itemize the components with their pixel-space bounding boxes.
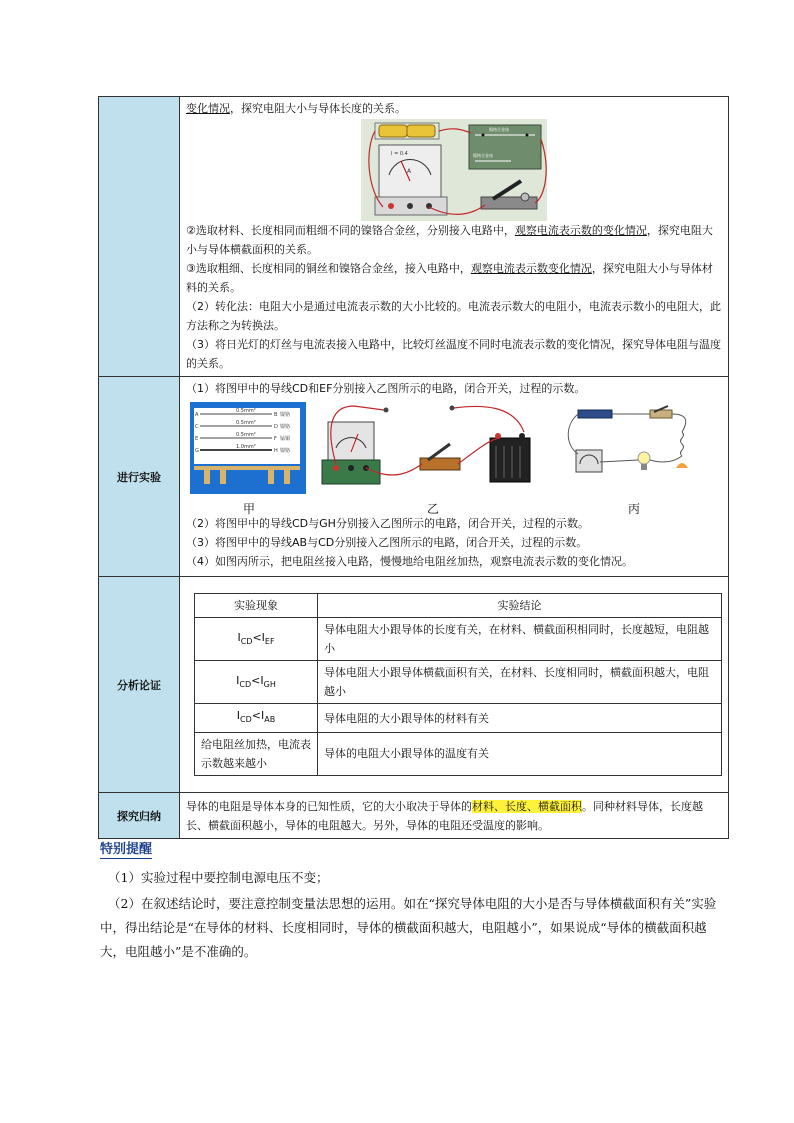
table-row: $I_{CD}<I_{AB}$ 导体电阻的大小跟导体的材料有关 <box>195 704 722 732</box>
ammeter-icon <box>576 450 602 472</box>
conclusion-cell: 导体电阻大小跟导体横截面积有关，在材料、长度相同时，横截面积越大，电阻越小 <box>318 661 722 704</box>
table-row <box>195 732 722 775</box>
row-analysis-content <box>180 577 729 793</box>
switch-icon <box>650 406 672 418</box>
result-table <box>194 593 722 775</box>
row-summary-content: 导体的电阻是导体本身的已知性质，它的大小取决于导体的材料、长度、横截面积。同种材料导体，长度越长、横截面积越小，导体的电阻越大。另外，导体的电阻还受温度的影响。 <box>180 793 729 839</box>
figure-row <box>190 402 722 514</box>
header-phenomenon: 实验现象 <box>195 594 318 618</box>
figure-jia <box>190 402 308 519</box>
table-row: $I_{CD}<I_{EF}$ 导体电阻大小跟导体的长度有关，在材料、横截面积相同时，长度越短，电阻越小 <box>195 618 722 661</box>
tip-2: （2）在叙述结论时，要注意控制变量法思想的运用。如在“探究导体电阻的大小是否与导体横截面积有关”实验中，得出结论是“在导体的材料、长度相同时，导体的横截面积越大，电阻越小”，如果说成“导体的横截面积越大，电阻越小”是不准确的。 <box>100 896 717 959</box>
battery-icon <box>578 410 612 418</box>
svg-text:镍铬合金丝: 镍铬合金丝 <box>489 127 509 132</box>
result-header <box>195 594 722 618</box>
row-method <box>99 97 729 377</box>
table-row: $I_{CD}<I_{GH}$ 导体电阻大小跟导体横截面积有关，在材料、长度相同时，横截面积越大，电阻越小 <box>195 661 722 704</box>
caption-bing: 丙 <box>627 502 640 516</box>
step-4: （4）如图丙所示，把电阻丝接入电路，慢慢地给电阻丝加热，观察电流表示数的变化情况。 <box>186 555 633 568</box>
resistance-coil-icon <box>676 432 688 468</box>
row-summary <box>99 793 729 839</box>
experiment-table <box>98 96 729 839</box>
underline-text: 变化情况 <box>186 102 230 115</box>
highlight-length: 长度 <box>505 799 527 813</box>
step-3: （3）将图甲中的导线AB与CD分别接入乙图所示的电路，闭合开关，过程的示数。 <box>186 536 588 549</box>
lamp-icon <box>638 452 650 470</box>
step-1: （1）将图甲中的导线CD和EF分别接入乙图所示的电路，闭合开关，过程的示数。 <box>186 382 586 395</box>
circuit-figure-length <box>361 119 547 221</box>
method-p2: ②选取材料、长度相同而粗细不同的镍铬合金丝，分别接入电路中，观察电流表示数的变化情况，探究电阻大小与导体横截面积的关系。 <box>186 224 713 256</box>
phenomenon-cell: 给电阻丝加热，电流表示数越来越小 <box>195 732 318 775</box>
switch-icon <box>420 444 460 470</box>
tip-1: （1）实验过程中要控制电源电压不变； <box>108 870 329 885</box>
wire-label-right: B <box>274 412 278 418</box>
wire-label-left: C <box>195 424 199 430</box>
row-method-label <box>99 97 180 377</box>
wire-label-left: E <box>195 436 199 442</box>
wire-material: 镍铬 <box>280 448 291 454</box>
step-2: （2）将图甲中的导线CD与GH分别接入乙图所示的电路，闭合开关，过程的示数。 <box>186 517 589 530</box>
figure-bing <box>564 402 704 519</box>
row-experiment <box>99 377 729 577</box>
row-experiment-label: 进行实验 <box>99 377 180 577</box>
header-conclusion: 实验结论 <box>318 594 722 618</box>
wire-label-left: A <box>195 412 199 418</box>
figure-yi <box>314 402 552 519</box>
wire-spec: 1.0mm² <box>236 444 256 450</box>
wire-label-right: F <box>274 436 277 442</box>
svg-text:镍铬合金丝: 镍铬合金丝 <box>473 153 493 158</box>
highlight-cross-section: 横截面积 <box>538 799 582 813</box>
wire-material: 镍铬 <box>280 412 291 418</box>
wire-board-icon <box>469 125 541 169</box>
ammeter-icon <box>375 145 447 215</box>
row-method-content <box>180 97 729 377</box>
method-p5: （3）将日光灯的灯丝与电流表接入电路中，比较灯丝温度不同时电流表示数的变化情况，探究导体电阻与温度的关系。 <box>186 338 721 370</box>
battery-icon <box>490 433 530 482</box>
wire-material: 锰铜 <box>280 436 291 442</box>
caption-jia: 甲 <box>242 502 255 516</box>
row-analysis-label: 分析论证 <box>99 577 180 793</box>
caption-yi: 乙 <box>426 502 439 516</box>
method-line1: ，探究电阻大小与导体长度的关系。 <box>230 102 406 115</box>
wire-label-right: D <box>274 424 278 430</box>
conclusion-cell: 导体的电阻大小跟导体的温度有关 <box>318 732 722 775</box>
conclusion-cell: 导体电阻的大小跟导体的材料有关 <box>318 704 722 732</box>
row-summary-label: 探究归纳 <box>99 793 180 839</box>
wire-label-right: H <box>274 448 278 454</box>
wire-spec: 0.5mm² <box>236 420 256 426</box>
wire-spec: 0.5mm² <box>236 432 256 438</box>
circuit-yi <box>314 402 552 494</box>
row-analysis <box>99 577 729 793</box>
wire-spec: 0.5mm² <box>236 408 256 414</box>
row-experiment-content <box>180 377 729 577</box>
svg-text:I = 0.4: I = 0.4 <box>391 151 408 157</box>
conclusion-cell: 导体电阻大小跟导体的长度有关，在材料、横截面积相同时，长度越短，电阻越小 <box>318 618 722 661</box>
method-p3: ③选取粗细、长度相同的铜丝和镍铬合金丝，接入电路中，观察电流表示数变化情况，探究电阻大小与导体材料的关系。 <box>186 262 713 294</box>
method-p4: （2）转化法：电阻大小是通过电流表示数的大小比较的。电流表示数大的电阻小，电流表示数小的电阻大，此方法称之为转换法。 <box>186 300 721 332</box>
svg-text:A: A <box>407 168 412 175</box>
circuit-bing <box>564 402 702 494</box>
highlight-material: 材料 <box>472 799 494 813</box>
wire-label-left: G <box>195 448 199 454</box>
wire-material: 镍铬 <box>280 424 291 430</box>
tips-title: 特别提醒 <box>100 842 153 857</box>
wire-board-jia <box>190 402 306 494</box>
